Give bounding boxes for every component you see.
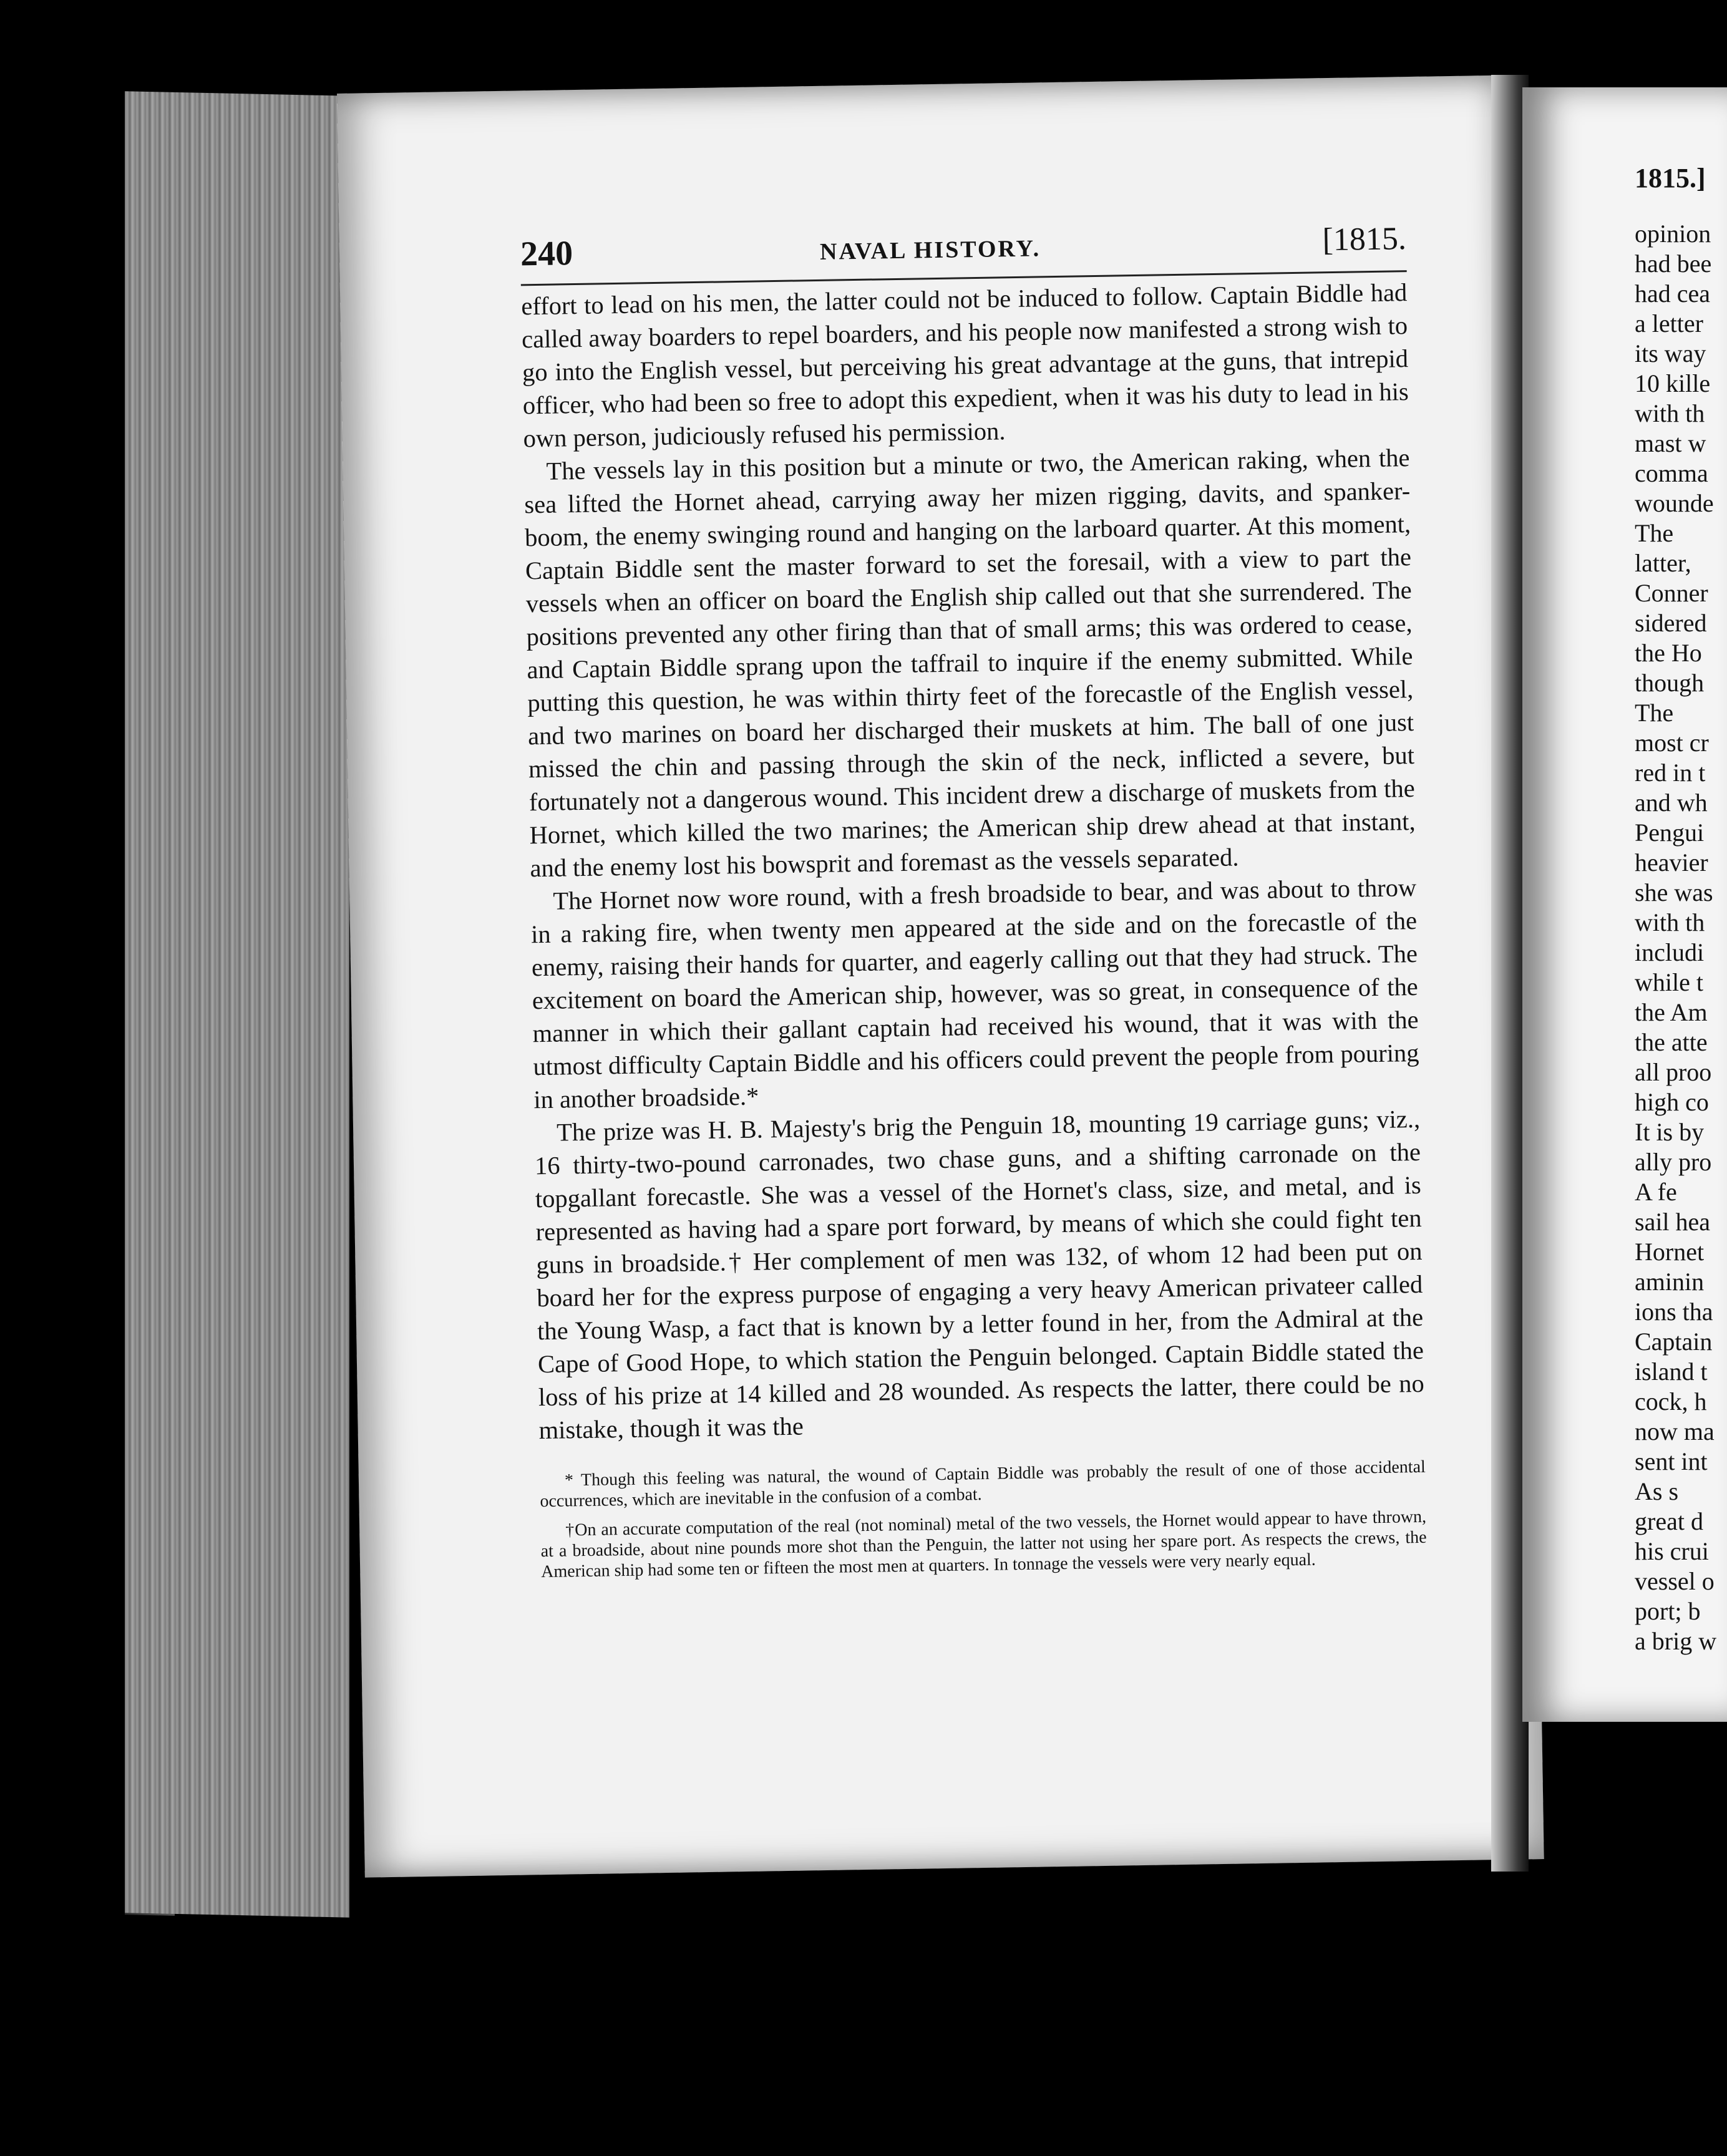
right-page-line: mast w: [1635, 429, 1706, 457]
footnotes: [540, 1457, 1428, 1582]
paragraph: The Hornet now wore round, with a fresh broadside to bear, and was about to throw in a raking fire, when twenty men appeared at the side and on the forecastle of the enemy, raising their hands for quarter, and eagerly calling out that they had struck. The excitement on board the American ship, however, was so great, in consequence of the manner in which their gallant captain had received his wound, that it was with the utmost difficulty Captain Biddle and his officers could prevent the people from pouring in another broadside.*: [530, 873, 1419, 1114]
right-page-line: while t: [1635, 968, 1703, 996]
right-page-line: heavier: [1635, 848, 1708, 876]
right-page-line: cock, h: [1635, 1387, 1707, 1415]
right-page-line: wounde: [1635, 489, 1714, 517]
right-page-line: vessel o: [1635, 1567, 1715, 1595]
right-page-line: port; b: [1635, 1597, 1701, 1625]
right-page-lines: [1635, 219, 1727, 1656]
right-page-line: the atte: [1635, 1028, 1708, 1056]
right-page-line: sent int: [1635, 1447, 1708, 1475]
right-page-line: the Ho: [1635, 639, 1702, 667]
right-page-line: Pengui: [1635, 818, 1705, 847]
right-page-line: includi: [1635, 938, 1705, 966]
footnote: †On an accurate computation of the real (not nominal) metal of the two vessels, the Hornet would appear to have thrown, at a broadside, about nine pounds more shot than the Penguin, the latter not using her spare port. As respects the crews, the American ship had some ten or fifteen the most men at quarters. In tonnage the vessels were very nearly equal.: [540, 1507, 1427, 1582]
right-page-line: and wh: [1635, 789, 1708, 817]
right-page-line: comma: [1635, 459, 1708, 487]
header-year: [1815.: [1322, 221, 1407, 258]
left-page: [337, 75, 1544, 1877]
left-page-content: [520, 214, 1427, 1591]
right-page-line: 10 kille: [1635, 369, 1711, 397]
right-page-line: As s: [1635, 1477, 1679, 1505]
right-page-line: high co: [1635, 1088, 1709, 1116]
right-page-line: its way: [1635, 339, 1706, 367]
paragraph: effort to lead on his men, the latter could not be induced to follow. Captain Biddle had called away boarders to repel boarders, and his people now manifested a strong wish to go into the English vessel, but perceiving his great advantage at the guns, that intrepid officer, who had been so free to adopt this expedient, when it was his duty to lead in his own person, judiciously refused his permission.: [521, 278, 1409, 453]
right-page-line: aminin: [1635, 1268, 1705, 1296]
right-page-line: Conner: [1635, 579, 1708, 607]
right-page-line: had cea: [1635, 279, 1711, 308]
paragraph: The prize was H. B. Majesty's brig the Penguin 18, mounting 19 carriage guns; viz., 16 thirty-two-pound carronades, two chase guns, and a shifting carronade on the topgallant forecastle. She was a vessel of the Hornet's class, size, and metal, and is represented as having had a spare port forward, by means of which she could fight ten guns in broadside.† Her complement of men was 132, of whom 12 had been put on board her for the express purpose of engaging a very heavy American privateer called the Young Wasp, a fact that is known by a letter found in her, from the Admiral at the Cape of Good Hope, to which station the Penguin belonged. Captain Biddle stated the loss of his prize at 14 killed and 28 wounded. As respects the latter, there could be no mistake, though it was the: [534, 1104, 1425, 1445]
body-text: [521, 276, 1425, 1447]
footnote: * Though this feeling was natural, the wound of Captain Biddle was probably the result of one of those accidental occurrences, which are inevitable in the confusion of a combat.: [540, 1457, 1426, 1512]
right-page-line: all proo: [1635, 1058, 1712, 1086]
paragraph: The vessels lay in this position but a minute or two, the American raking, when the sea lifted the Hornet ahead, carrying away her mizen rigging, davits, and spanker-boom, the enemy swinging round and hanging on the larboard quarter. At this moment, Captain Biddle sent the master forward to set the foresail, with a view to part the vessels when an officer on board the English ship called out that she surrendered. The positions prevented any other firing than that of small arms; this was ordered to cease, and Captain Biddle sprang upon the taffrail to inquire if the enemy submitted. While putting this question, he was within thirty feet of the forecastle of the English vessel, and two marines on board her discharged their muskets at him. The ball of one just missed the chin and passing through the skin of the neck, inflicted a severe, but fortunately not a dangerous wound. This incident drew a discharge of muskets from the Hornet, which killed the two marines; the American ship drew ahead at that instant, and the enemy lost his bowsprit and foremast as the vessels separated.: [524, 444, 1416, 883]
page-number: 240: [520, 234, 573, 274]
right-page-line: the Am: [1635, 998, 1708, 1026]
right-page-line: Captain: [1635, 1328, 1713, 1356]
right-page-line: with th: [1635, 908, 1705, 936]
right-page-line: sail hea: [1635, 1208, 1711, 1236]
right-page-line: A fe: [1635, 1178, 1677, 1206]
right-header-year: 1815.]: [1635, 163, 1706, 193]
running-head: NAVAL HISTORY.: [819, 235, 1041, 265]
right-page-line: she was: [1635, 878, 1713, 906]
right-page-line: with th: [1635, 399, 1705, 427]
right-page-line: sidered: [1635, 609, 1707, 637]
right-page-line: ions tha: [1635, 1298, 1713, 1326]
right-page-line: though: [1635, 669, 1705, 697]
right-page-line: latter,: [1635, 549, 1691, 577]
right-page-line: red in t: [1635, 759, 1706, 787]
right-page-line: ally pro: [1635, 1148, 1712, 1176]
right-page-line: Hornet: [1635, 1238, 1705, 1266]
right-page-line: a brig w: [1635, 1627, 1717, 1655]
right-page-line: The: [1635, 699, 1674, 727]
right-page: [1522, 87, 1727, 1722]
right-page-line: his crui: [1635, 1537, 1709, 1565]
right-page-line: It is by: [1635, 1118, 1705, 1146]
right-page-line: now ma: [1635, 1417, 1715, 1445]
right-page-line: had bee: [1635, 250, 1712, 278]
book-page-edges: [125, 91, 349, 1918]
right-page-line: opinion: [1635, 220, 1711, 248]
right-page-line: The: [1635, 519, 1674, 547]
right-page-line: most cr: [1635, 729, 1709, 757]
right-page-line: island t: [1635, 1357, 1708, 1386]
right-page-line: great d: [1635, 1507, 1703, 1535]
right-page-content: [1635, 162, 1727, 1656]
right-page-line: a letter: [1635, 309, 1703, 337]
